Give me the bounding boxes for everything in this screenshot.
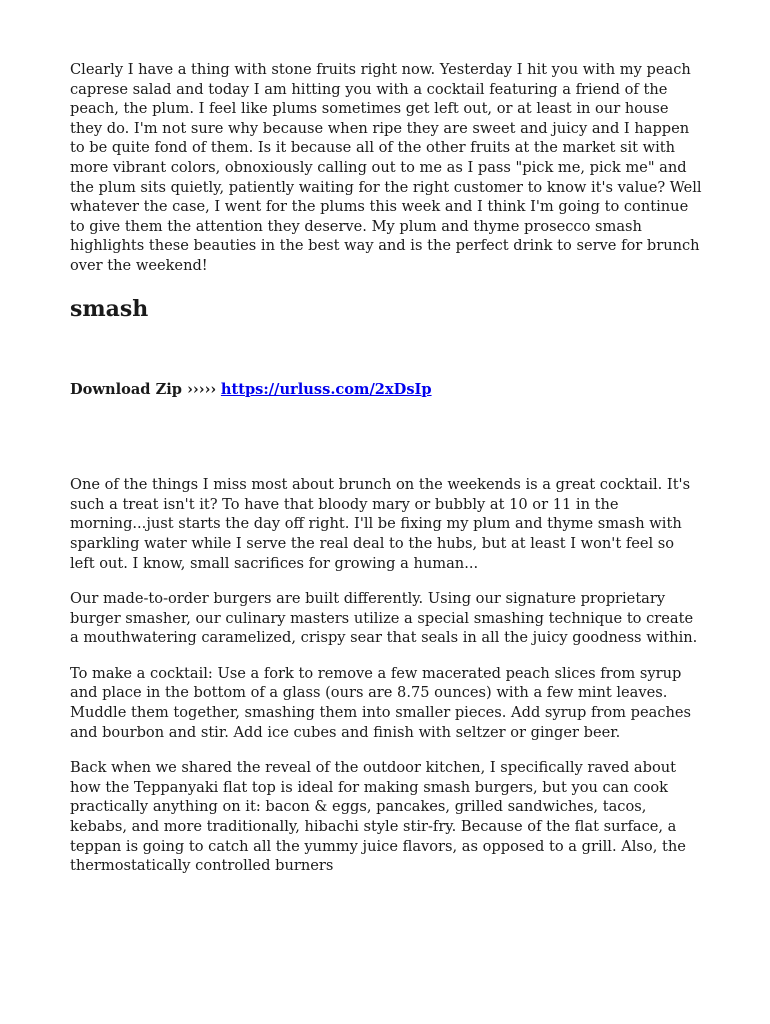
intro-paragraph: Clearly I have a thing with stone fruits right now. Yesterday I hit you with my peach caprese salad and today I am hitting you with a cocktail featuring a friend of the peach, the plum. I feel like plums sometimes get left out, or at least in our house they do. I'm not sure why because when ripe they are sweet and juicy and I happen to be quite fond of them. Is it because all of the other fruits at the market sit with more vibrant colors, obnoxiously calling out to me as I pass "pick me, pick me" and the plum sits quietly, patiently waiting for the right customer to know it's value? Well whatever the case, I went for the plums this week and I think I'm going to continue to give them the attention they deserve. My plum and thyme prosecco smash highlights these beauties in the best way and is the perfect drink to serve for brunch over the weekend! bbox=[70, 61, 702, 274]
download-link[interactable]: https://urluss.com/2xDsIp bbox=[220, 380, 432, 398]
body-paragraph: To make a cocktail: Use a fork to remove a few macerated peach slices from syrup and place in the bottom of a glass (ours are 8.75 ounces) with a few mint leaves. Muddle them together, smashing them into smaller pieces. Add syrup from peaches and bourbon and stir. Add ice cubes and finish with seltzer or ginger beer. bbox=[70, 664, 692, 741]
body-paragraph: Our made-to-order burgers are built differently. Using our signature proprietary burger smasher, our culinary masters utilize a special smashing technique to create a mouthwatering caramelized, crispy sear that seals in all the juicy goodness within. bbox=[70, 590, 698, 647]
download-line bbox=[70, 380, 702, 400]
body-paragraph: Back when we shared the reveal of the outdoor kitchen, I specifically raved about how the Teppanyaki flat top is ideal for making smash burgers, but you can cook practically anything on it: bacon & eggs, pancakes, grilled sandwiches, tacos, kebabs, and more traditionally, hibachi style stir-fry. Because of the flat surface, a teppan is going to catch all the yummy juice flavors, as opposed to a grill. Also, the thermostatically controlled burners bbox=[70, 759, 686, 875]
body-paragraph: One of the things I miss most about brunch on the weekends is a great cocktail. It's such a treat isn't it? To have that bloody mary or bubbly at 10 or 11 in the morning...just starts the day off right. I'll be fixing my plum and thyme smash with sparkling water while I serve the real deal to the hubs, but at least I won't feel so left out. I know, small sacrifices for growing a human... bbox=[70, 476, 691, 572]
section-heading: smash bbox=[70, 295, 149, 322]
download-label: Download Zip ››››› bbox=[70, 380, 217, 398]
document-page bbox=[70, 60, 702, 876]
article-body bbox=[70, 475, 702, 876]
